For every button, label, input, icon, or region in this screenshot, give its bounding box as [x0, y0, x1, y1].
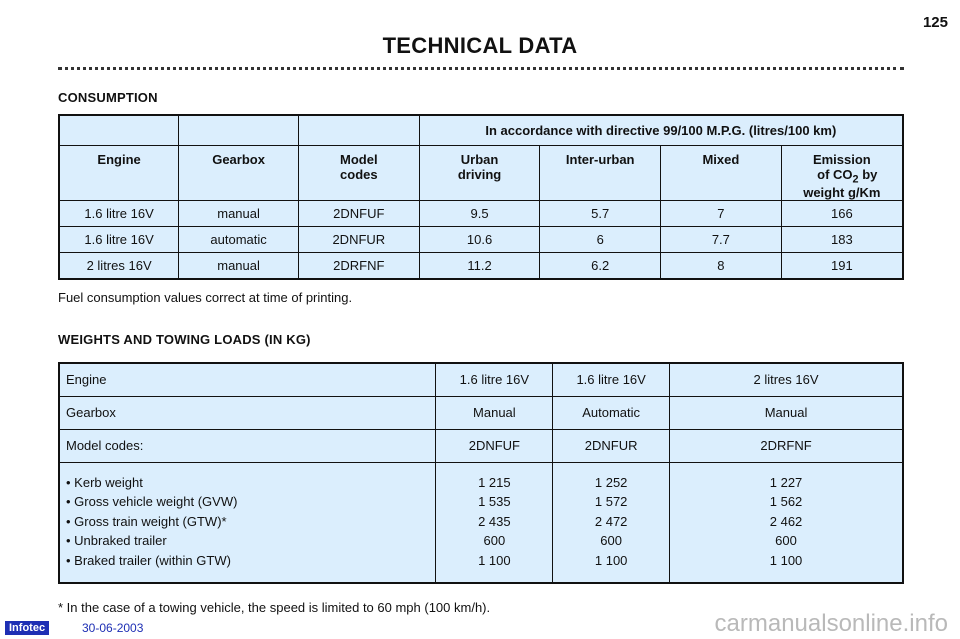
cell-emission: 191	[781, 253, 903, 279]
load-values-column	[553, 462, 670, 583]
load-value: 2 462	[769, 513, 803, 529]
header-urban-driving: Urban driving	[419, 145, 540, 201]
print-date: 30-06-2003	[82, 621, 144, 635]
table-row	[59, 201, 903, 227]
cell-engine: 1.6 litre 16V	[59, 227, 179, 253]
header-inter-urban: Inter-urban	[540, 145, 661, 201]
load-value: 600	[483, 533, 506, 548]
cell-mixed: 7.7	[661, 227, 782, 253]
model-codes-row	[59, 429, 903, 462]
page-title: TECHNICAL DATA	[382, 33, 578, 58]
table-row	[59, 253, 903, 279]
cell-inter-urban: 6.2	[540, 253, 661, 279]
cell-inter-urban: 5.7	[540, 201, 661, 227]
row-label-gearbox: Gearbox	[59, 396, 436, 429]
load-value: 600	[600, 533, 622, 548]
load-values-column	[670, 462, 903, 583]
empty-cell	[298, 115, 419, 145]
load-value: 1 227	[769, 474, 803, 490]
cell-value: 2DNFUR	[553, 429, 670, 462]
load-value: 1 100	[594, 552, 628, 568]
load-label: • Unbraked trailer	[66, 533, 167, 548]
directive-row	[59, 115, 903, 145]
cell-emission: 166	[781, 201, 903, 227]
cell-value: 1.6 litre 16V	[436, 363, 553, 396]
load-value: 2 472	[594, 513, 628, 529]
row-label-engine: Engine	[59, 363, 436, 396]
cell-value: Manual	[436, 396, 553, 429]
watermark: carmanualsonline.info	[714, 610, 948, 637]
cell-mixed: 7	[661, 201, 782, 227]
cell-gearbox: manual	[179, 201, 299, 227]
cell-urban: 9.5	[419, 201, 540, 227]
header-model-codes: Model codes	[298, 145, 419, 201]
cell-gearbox: manual	[179, 253, 299, 279]
cell-model: 2DNFUF	[298, 201, 419, 227]
consumption-heading: CONSUMPTION	[58, 90, 158, 105]
load-value: 1 252	[594, 474, 628, 490]
cell-value: Manual	[670, 396, 903, 429]
cell-inter-urban: 6	[540, 227, 661, 253]
page-number: 125	[922, 14, 948, 31]
table-row	[59, 227, 903, 253]
load-value: 1 572	[594, 494, 628, 509]
load-value: 1 562	[769, 494, 803, 509]
load-value: 1 100	[478, 552, 511, 568]
infotec-badge: Infotec	[5, 621, 49, 635]
dotted-divider	[58, 67, 904, 70]
cell-model: 2DNFUR	[298, 227, 419, 253]
load-value: 1 100	[769, 552, 803, 568]
fuel-consumption-note: Fuel consumption values correct at time of printing.	[58, 290, 353, 305]
cell-engine: 2 litres 16V	[59, 253, 179, 279]
row-label-model-codes: Model codes:	[59, 429, 436, 462]
load-labels	[59, 462, 436, 583]
cell-value: 2DRFNF	[670, 429, 903, 462]
header-gearbox: Gearbox	[179, 145, 299, 201]
weights-table	[58, 362, 904, 584]
gearbox-row	[59, 396, 903, 429]
header-emission: Emission of $CO_2$ by weight g/Km	[781, 145, 903, 201]
cell-value: 2DNFUF	[436, 429, 553, 462]
load-values-column	[436, 462, 553, 583]
column-header-row	[59, 145, 903, 201]
cell-value: 1.6 litre 16V	[553, 363, 670, 396]
load-value: 2 435	[478, 513, 511, 529]
empty-cell	[59, 115, 179, 145]
cell-engine: 1.6 litre 16V	[59, 201, 179, 227]
load-value: 1 215	[478, 474, 511, 490]
load-value: 1 535	[478, 494, 511, 509]
load-label: • Kerb weight	[66, 474, 143, 490]
engine-row	[59, 363, 903, 396]
cell-urban: 10.6	[419, 227, 540, 253]
cell-value: Automatic	[553, 396, 670, 429]
towing-speed-note: * In the case of a towing vehicle, the speed is limited to 60 mph (100 km/h).	[58, 600, 491, 615]
empty-cell	[179, 115, 299, 145]
cell-gearbox: automatic	[179, 227, 299, 253]
cell-mixed: 8	[661, 253, 782, 279]
consumption-table	[58, 114, 904, 280]
cell-emission: 183	[781, 227, 903, 253]
cell-model: 2DRFNF	[298, 253, 419, 279]
loads-row	[59, 462, 903, 583]
load-label: • Gross train weight (GTW)*	[66, 513, 227, 529]
cell-value: 2 litres 16V	[670, 363, 903, 396]
header-engine: Engine	[59, 145, 179, 201]
cell-urban: 11.2	[419, 253, 540, 279]
load-value: 600	[775, 533, 797, 548]
header-mixed: Mixed	[661, 145, 782, 201]
load-label: • Gross vehicle weight (GVW)	[66, 494, 238, 509]
weights-heading: WEIGHTS AND TOWING LOADS (IN KG)	[58, 332, 311, 347]
load-label: • Braked trailer (within GTW)	[66, 552, 231, 568]
directive-header: In accordance with directive 99/100 M.P.G. (litres/100 km)	[419, 115, 903, 145]
